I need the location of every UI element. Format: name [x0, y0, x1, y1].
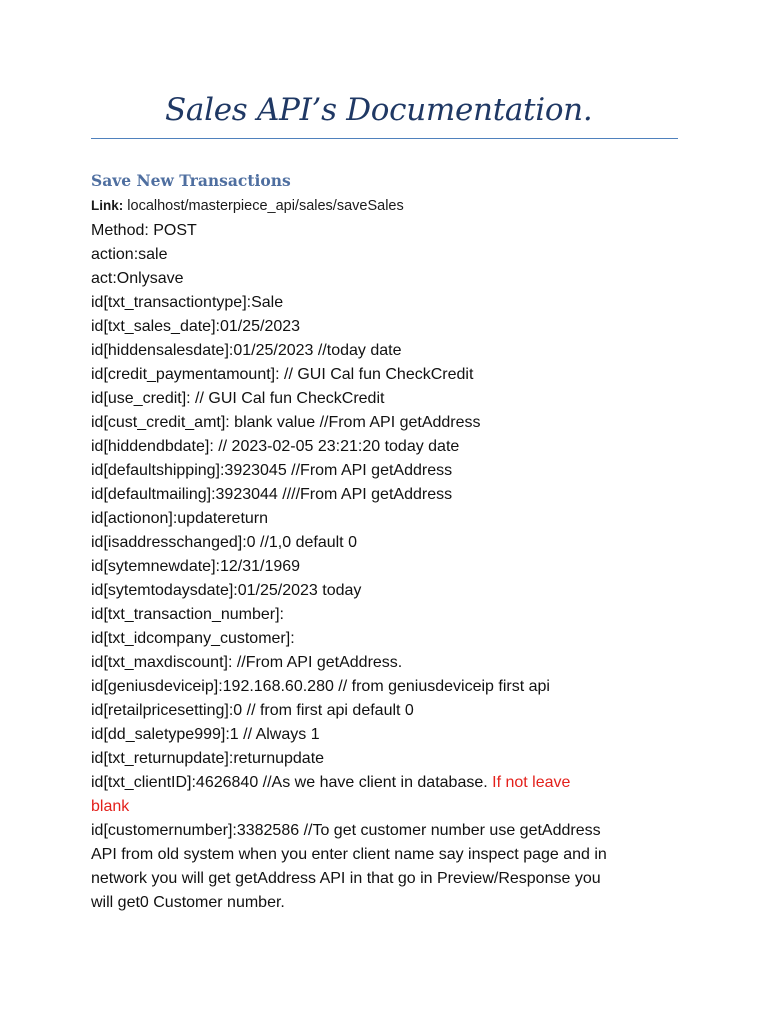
client-id-note-continued: blank [91, 798, 130, 815]
client-id-note: If not leave [492, 774, 571, 791]
parameter-line: id[txt_sales_date]:01/25/2023 [91, 318, 301, 335]
customer-number-line: API from old system when you enter client name say inspect page and in [91, 846, 607, 863]
link-value: localhost/masterpiece_api/sales/saveSales [123, 198, 404, 214]
parameter-line: id[txt_maxdiscount]: //From API getAddress. [91, 654, 403, 671]
parameter-line: id[credit_paymentamount]: // GUI Cal fun CheckCredit [91, 366, 474, 383]
parameter-line: act:Onlysave [91, 270, 184, 287]
parameter-line: id[isaddresschanged]:0 //1,0 default 0 [91, 534, 357, 551]
parameter-list [91, 219, 691, 915]
parameter-line: id[txt_idcompany_customer]: [91, 630, 295, 647]
parameter-line: id[retailpricesetting]:0 // from first api default 0 [91, 702, 414, 719]
customer-number-line: network you will get getAddress API in that go in Preview/Response you [91, 870, 601, 887]
parameter-line: id[defaultmailing]:3923044 ////From API getAddress [91, 486, 453, 503]
parameter-line: id[defaultshipping]:3923045 //From API getAddress [91, 462, 453, 479]
parameter-line: id[dd_saletype999]:1 // Always 1 [91, 726, 320, 743]
document-title: Sales API’s Documentation. [165, 92, 593, 128]
link-label: Link: [91, 198, 124, 213]
client-id-text: id[txt_clientID]:4626840 //As we have client in database. [91, 774, 493, 791]
parameter-line: id[txt_returnupdate]:returnupdate [91, 750, 325, 767]
title-divider [91, 138, 678, 139]
endpoint-link-line [91, 198, 404, 214]
parameter-line: id[sytemtodaysdate]:01/25/2023 today [91, 582, 362, 599]
parameter-line: id[hiddensalesdate]:01/25/2023 //today date [91, 342, 402, 359]
parameter-line: id[sytemnewdate]:12/31/1969 [91, 558, 301, 575]
parameter-line: id[use_credit]: // GUI Cal fun CheckCredit [91, 390, 385, 407]
customer-number-line: will get0 Customer number. [91, 894, 285, 911]
parameter-line: id[actionon]:updatereturn [91, 510, 269, 527]
parameter-line: Method: POST [91, 222, 197, 239]
section-heading: Save New Transactions [91, 171, 291, 190]
client-id-line [91, 771, 691, 795]
parameter-line: id[txt_transactiontype]:Sale [91, 294, 284, 311]
customer-number-line: id[customernumber]:3382586 //To get customer number use getAddress [91, 822, 601, 839]
parameter-line: action:sale [91, 246, 168, 263]
parameter-line: id[geniusdeviceip]:192.168.60.280 // from geniusdeviceip first api [91, 678, 550, 695]
parameter-line: id[hiddendbdate]: // 2023-02-05 23:21:20 today date [91, 438, 460, 455]
parameter-line: id[txt_transaction_number]: [91, 606, 284, 623]
parameter-line: id[cust_credit_amt]: blank value //From API getAddress [91, 414, 481, 431]
